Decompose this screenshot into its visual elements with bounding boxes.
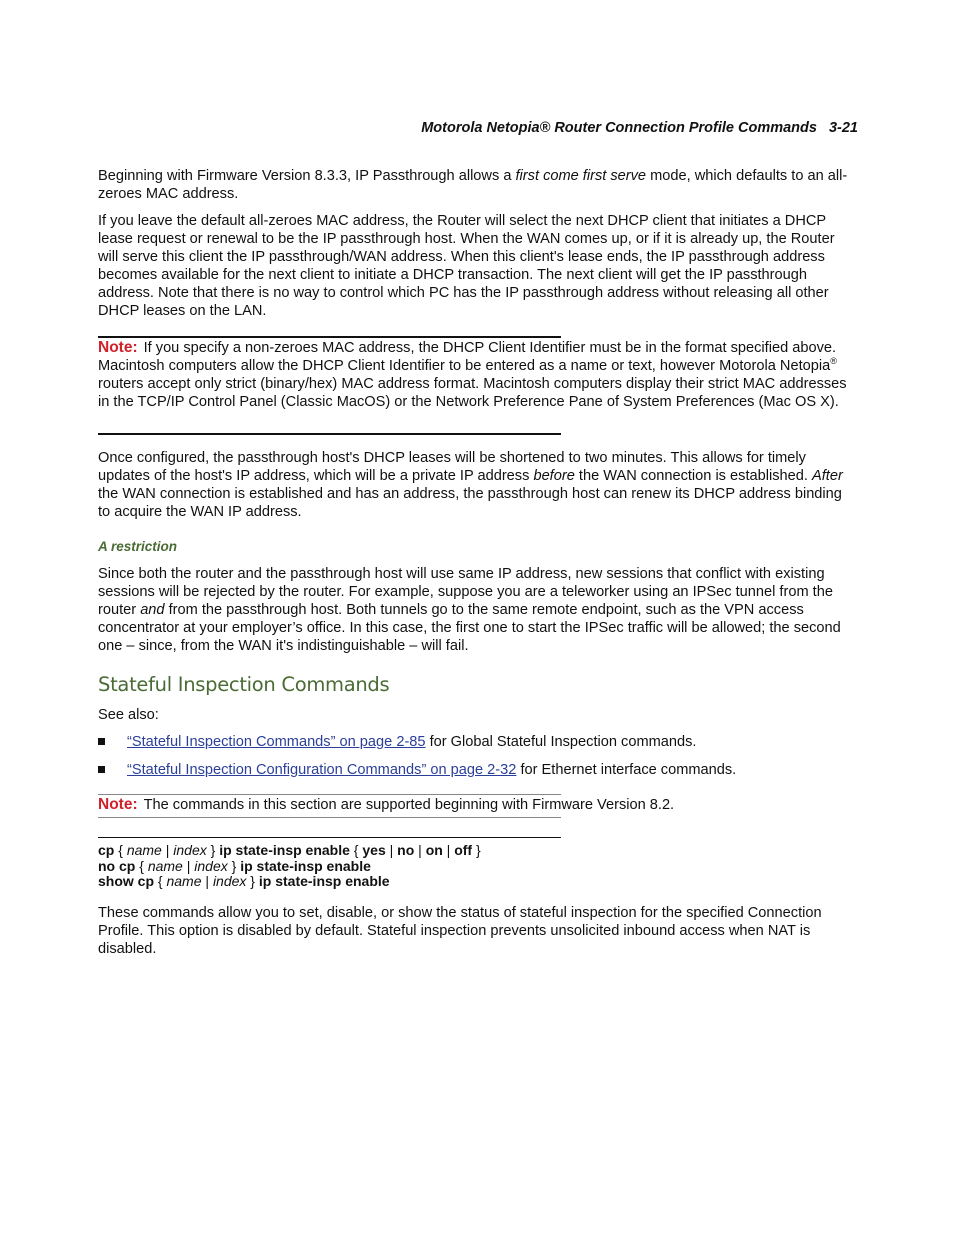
command-line-2: no cp { name | index } ip state-insp enable — [98, 857, 371, 874]
cross-reference-link[interactable]: “Stateful Inspection Configuration Commands” on page 2-32 — [127, 762, 517, 778]
list-item: “Stateful Inspection Commands” on page 2-85 for Global Stateful Inspection commands. — [98, 733, 696, 751]
bullet-icon — [98, 766, 105, 773]
note-top-rule — [98, 794, 561, 795]
paragraph-1: Beginning with Firmware Version 8.3.3, IP Passthrough allows a first come first serve mode, which defaults to an all-zeroes MAC address. — [98, 168, 848, 202]
page-number: 3-21 — [828, 120, 858, 136]
paragraph-2: If you leave the default all-zeroes MAC address, the Router will select the next DHCP client that initiates a DHCP lease request or renewal to be the IP passthrough host. When the WAN comes up, or if it is already up, the Router will serve this client the IP passthrough/WAN address. When this client's lease ends, the IP passthrough address becomes available for the next client to initiate a DHCP transaction. The next client will get the IP passthrough address. Note that there is no way to control which PC has the IP passthrough address without releasing all other DHCP leases on the LAN. — [98, 213, 835, 319]
header-title: Motorola Netopia® Router Connection Profile Commands — [421, 120, 817, 136]
paragraph-4: Since both the router and the passthrough host will use same IP address, new sessions that conflict with existing sessions will be rejected by the router. For example, suppose you are a teleworker using an IPSec tunnel from the router and from the passthrough host. Both tunnels go to the same remote endpoint, such as the VPN access concentrator at your employer’s office. In this case, the first one to start the IPSec traffic will be allowed; the second one – since, from the WAN it's indistinguishable – will fail. — [98, 566, 841, 654]
command-rule — [98, 837, 561, 838]
cross-reference-link[interactable]: “Stateful Inspection Commands” on page 2-85 — [127, 734, 426, 750]
note-2: Note: The commands in this section are supported beginning with Firmware Version 8.2. — [98, 796, 675, 813]
running-header — [421, 120, 858, 136]
bullet-icon — [98, 738, 105, 745]
command-syntax — [98, 843, 856, 890]
command-line-3: show cp { name | index } ip state-insp enable — [98, 873, 390, 889]
note-label: Note: — [98, 796, 138, 813]
command-line-1: cp { name | index } ip state-insp enable { yes | no | on | off } — [98, 842, 481, 858]
note-label: Note: — [98, 339, 138, 356]
note-bottom-rule — [98, 433, 561, 435]
subheading: A restriction — [98, 539, 178, 554]
note-bottom-rule — [98, 817, 561, 818]
paragraph-5: These commands allow you to set, disable, or show the status of stateful inspection for the specified Connection Profile. This option is disabled by default. Stateful inspection prevents unsolicited inbound access when NAT is disabled. — [98, 905, 822, 957]
see-also: See also: — [98, 707, 159, 723]
note-1: Note: If you specify a non-zeroes MAC address, the DHCP Client Identifier must be in the format specified above. Macintosh computers allow the DHCP Client Identifier to be entered as a name or text, however Motorola Netopia® routers accept only strict (binary/hex) MAC address format. Macintosh computers display their strict MAC addresses in the TCP/IP Control Panel (Classic MacOS) or the Network Preference Pane of System Preferences (Mac OS X). — [98, 339, 847, 410]
note-top-rule — [98, 336, 561, 338]
list-item: “Stateful Inspection Configuration Commands” on page 2-32 for Ethernet interface commands. — [98, 761, 736, 779]
section-title: Stateful Inspection Commands — [98, 673, 390, 696]
paragraph-3: Once configured, the passthrough host's DHCP leases will be shortened to two minutes. This allows for timely updates of the host's IP address, which will be a private IP address before the WAN connection is established. After the WAN connection is established and has an address, the passthrough host can renew its DHCP address binding to acquire the WAN IP address. — [98, 450, 843, 520]
